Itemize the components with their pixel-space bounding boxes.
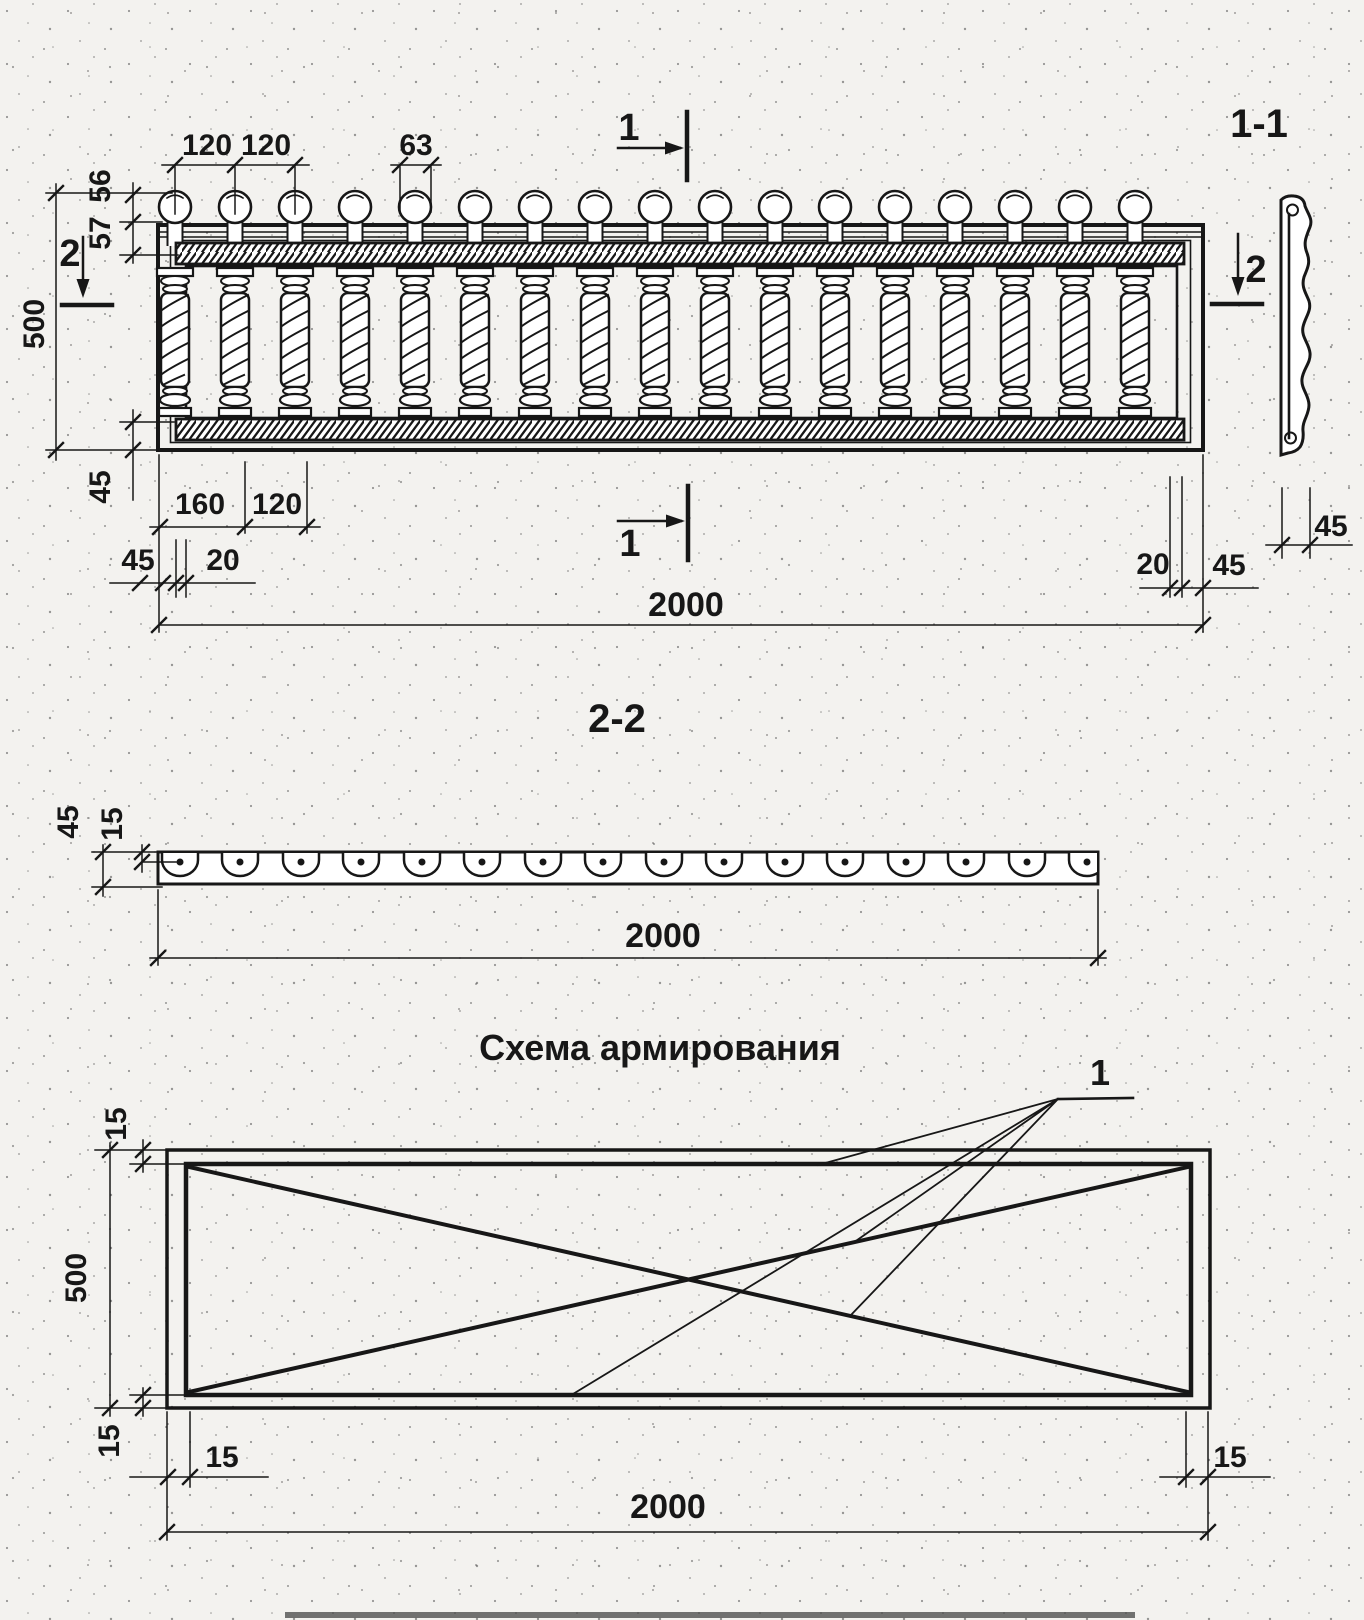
dim-label: 15 xyxy=(1213,1441,1247,1474)
section-1-1-title: 1-1 xyxy=(1230,102,1288,146)
dim-label: 56 xyxy=(84,169,117,203)
dim-label: 2000 xyxy=(648,586,724,624)
baluster-section xyxy=(162,853,198,876)
section-mark-label-2-right: 2 xyxy=(1245,249,1267,291)
dim-label: 45 xyxy=(1314,510,1348,543)
dim-label: 160 xyxy=(174,488,226,521)
bottom-rope-rail xyxy=(176,419,1184,440)
dim-label: 15 xyxy=(93,1424,126,1458)
scheme-title: Схема армирования xyxy=(479,1027,841,1068)
dim-label: 15 xyxy=(100,1107,133,1141)
dim-label: 20 xyxy=(1136,548,1170,581)
scan-edge-artifact xyxy=(285,1612,1135,1618)
section-2-2-title: 2-2 xyxy=(588,697,646,741)
rebar-callout-label: 1 xyxy=(1089,1052,1111,1093)
dim-label: 2000 xyxy=(625,917,701,955)
dim-label: 45 xyxy=(121,544,155,577)
section-mark-label-1-top: 1 xyxy=(618,107,640,149)
dim-label: 45 xyxy=(84,470,117,504)
dim-label: 500 xyxy=(18,298,51,350)
dim-label: 120 xyxy=(240,129,292,162)
dim-label: 500 xyxy=(60,1252,93,1304)
dim-label: 120 xyxy=(251,488,303,521)
dim-label: 15 xyxy=(205,1441,239,1474)
dim-label: 20 xyxy=(206,544,240,577)
dim-label: 63 xyxy=(399,129,433,162)
dim-label: 2000 xyxy=(630,1488,706,1526)
dim-label: 45 xyxy=(1212,549,1246,582)
dim-label: 45 xyxy=(52,805,85,839)
section-mark-label-1-bottom: 1 xyxy=(619,523,641,565)
dim-label: 15 xyxy=(96,807,129,841)
dim-label: 120 xyxy=(181,129,233,162)
dim-label: 57 xyxy=(84,216,117,250)
section-mark-label-2-left: 2 xyxy=(59,233,81,275)
top-rope-rail xyxy=(176,243,1184,264)
